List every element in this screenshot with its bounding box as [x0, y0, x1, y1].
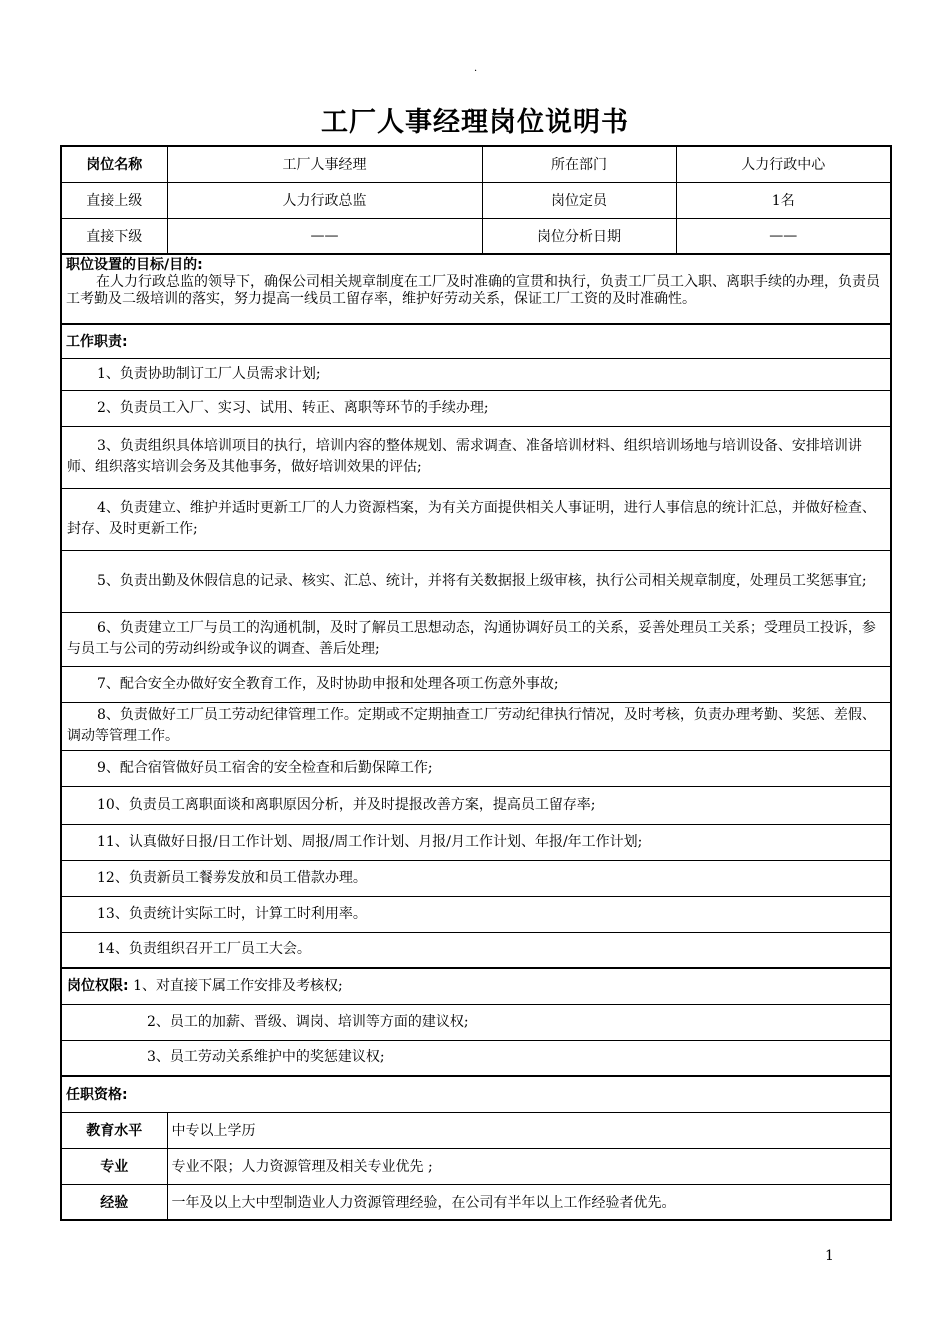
- duty-row: [61, 666, 891, 702]
- duty-item-14: 14、负责组织召开工厂员工大会。: [61, 932, 891, 968]
- goal-text: 在人力行政总监的领导下，确保公司相关规章制度在工厂及时准确的宣贯和执行，负责工厂员工入职、离职手续的办理，负责员工考勤及二级培训的落实，努力提高一线员工留存率，维护好劳动关系，保证工厂工资的及时准确性。: [66, 274, 880, 307]
- duty-row: [61, 750, 891, 786]
- duty-row: [61, 702, 891, 750]
- duty-row: [61, 932, 891, 968]
- duty-item-3: 3、负责组织具体培训项目的执行，培训内容的整体规划、需求调查、准备培训材料、组织培训场地与培训设备、安排培训讲师、组织落实培训会务及其他事务，做好培训效果的评估;: [61, 426, 891, 488]
- analysis-date-label: 岗位分析日期: [482, 218, 676, 254]
- duty-row: [61, 358, 891, 390]
- page-title: 工厂人事经理岗位说明书: [321, 107, 629, 138]
- duty-item-11: 11、认真做好日报/日工作计划、周报/周工作计划、月报/月工作计划、年报/年工作计划;: [61, 824, 891, 860]
- duties-heading-row: [61, 324, 891, 358]
- qualification-row: [61, 1112, 891, 1148]
- duty-row: [61, 896, 891, 932]
- direct-subordinate-label: 直接下级: [61, 218, 167, 254]
- major-value: 专业不限；人力资源管理及相关专业优先 ;: [167, 1148, 891, 1184]
- authority-row: [61, 1040, 891, 1076]
- duty-item-4: 4、负责建立、维护并适时更新工厂的人力资源档案，为有关方面提供相关人事证明，进行人事信息的统计汇总，并做好检查、封存、及时更新工作;: [61, 488, 891, 550]
- duty-item-5: 5、负责出勤及休假信息的记录、核实、汇总、统计，并将有关数据报上级审核，执行公司相关规章制度，处理员工奖惩事宜;: [61, 550, 891, 612]
- position-name-label: 岗位名称: [61, 146, 167, 182]
- duty-item-13: 13、负责统计实际工时，计算工时利用率。: [61, 896, 891, 932]
- education-label: 教育水平: [61, 1112, 167, 1148]
- qualification-heading-row: [61, 1076, 891, 1112]
- qualification-heading: 任职资格:: [61, 1076, 891, 1112]
- goal-row: [61, 254, 891, 324]
- duties-heading: 工作职责:: [61, 324, 891, 358]
- duty-row: [61, 612, 891, 666]
- experience-label: 经验: [61, 1184, 167, 1220]
- direct-subordinate-value: ——: [167, 218, 482, 254]
- duty-row: [61, 550, 891, 612]
- duty-row: [61, 786, 891, 824]
- duty-row: [61, 426, 891, 488]
- headcount-label: 岗位定员: [482, 182, 676, 218]
- goal-heading: 职位设置的目标/目的:: [66, 257, 203, 273]
- duty-item-7: 7、配合安全办做好安全教育工作，及时协助申报和处理各项工伤意外事故;: [61, 666, 891, 702]
- headcount-value: 1名: [676, 182, 891, 218]
- qualification-row: [61, 1184, 891, 1220]
- analysis-date-value: ——: [676, 218, 891, 254]
- duty-item-6: 6、负责建立工厂与员工的沟通机制，及时了解员工思想动态，沟通协调好员工的关系，妥善处理员工关系；受理员工投诉，参与员工与公司的劳动纠纷或争议的调查、善后处理;: [61, 612, 891, 666]
- duty-row: [61, 824, 891, 860]
- position-name-value: 工厂人事经理: [167, 146, 482, 182]
- duty-row: [61, 860, 891, 896]
- authority-item-3: 3、员工劳动关系维护中的奖惩建议权;: [61, 1040, 891, 1076]
- education-value: 中专以上学历: [167, 1112, 891, 1148]
- duty-item-9: 9、配合宿管做好员工宿舍的安全检查和后勤保障工作;: [61, 750, 891, 786]
- duty-row: [61, 488, 891, 550]
- duty-item-10: 10、负责员工离职面谈和离职原因分析，并及时提报改善方案，提高员工留存率;: [61, 786, 891, 824]
- authority-heading: 岗位权限:: [67, 977, 129, 994]
- page-number: 1: [825, 1248, 834, 1264]
- info-row-1: [61, 146, 891, 182]
- qualification-row: [61, 1148, 891, 1184]
- header-dot: ·: [474, 66, 478, 77]
- department-value: 人力行政中心: [676, 146, 891, 182]
- direct-superior-label: 直接上级: [61, 182, 167, 218]
- department-label: 所在部门: [482, 146, 676, 182]
- duty-item-1: 1、负责协助制订工厂人员需求计划;: [61, 358, 891, 390]
- experience-value: 一年及以上大中型制造业人力资源管理经验，在公司有半年以上工作经验者优先。: [167, 1184, 891, 1220]
- info-row-2: [61, 182, 891, 218]
- authority-row: [61, 968, 891, 1004]
- authority-item-1: 1、对直接下属工作安排及考核权;: [133, 977, 343, 994]
- duty-item-12: 12、负责新员工餐劵发放和员工借款办理。: [61, 860, 891, 896]
- direct-superior-value: 人力行政总监: [167, 182, 482, 218]
- authority-row: [61, 1004, 891, 1040]
- job-description-table: [60, 145, 892, 1221]
- duty-item-8: 8、负责做好工厂员工劳动纪律管理工作。定期或不定期抽查工厂劳动纪律执行情况，及时考核，负责办理考勤、奖惩、差假、调动等管理工作。: [61, 702, 891, 750]
- duty-row: [61, 390, 891, 426]
- duty-item-2: 2、负责员工入厂、实习、试用、转正、离职等环节的手续办理;: [61, 390, 891, 426]
- authority-item-2: 2、员工的加薪、晋级、调岗、培训等方面的建议权;: [61, 1004, 891, 1040]
- major-label: 专业: [61, 1148, 167, 1184]
- info-row-3: [61, 218, 891, 254]
